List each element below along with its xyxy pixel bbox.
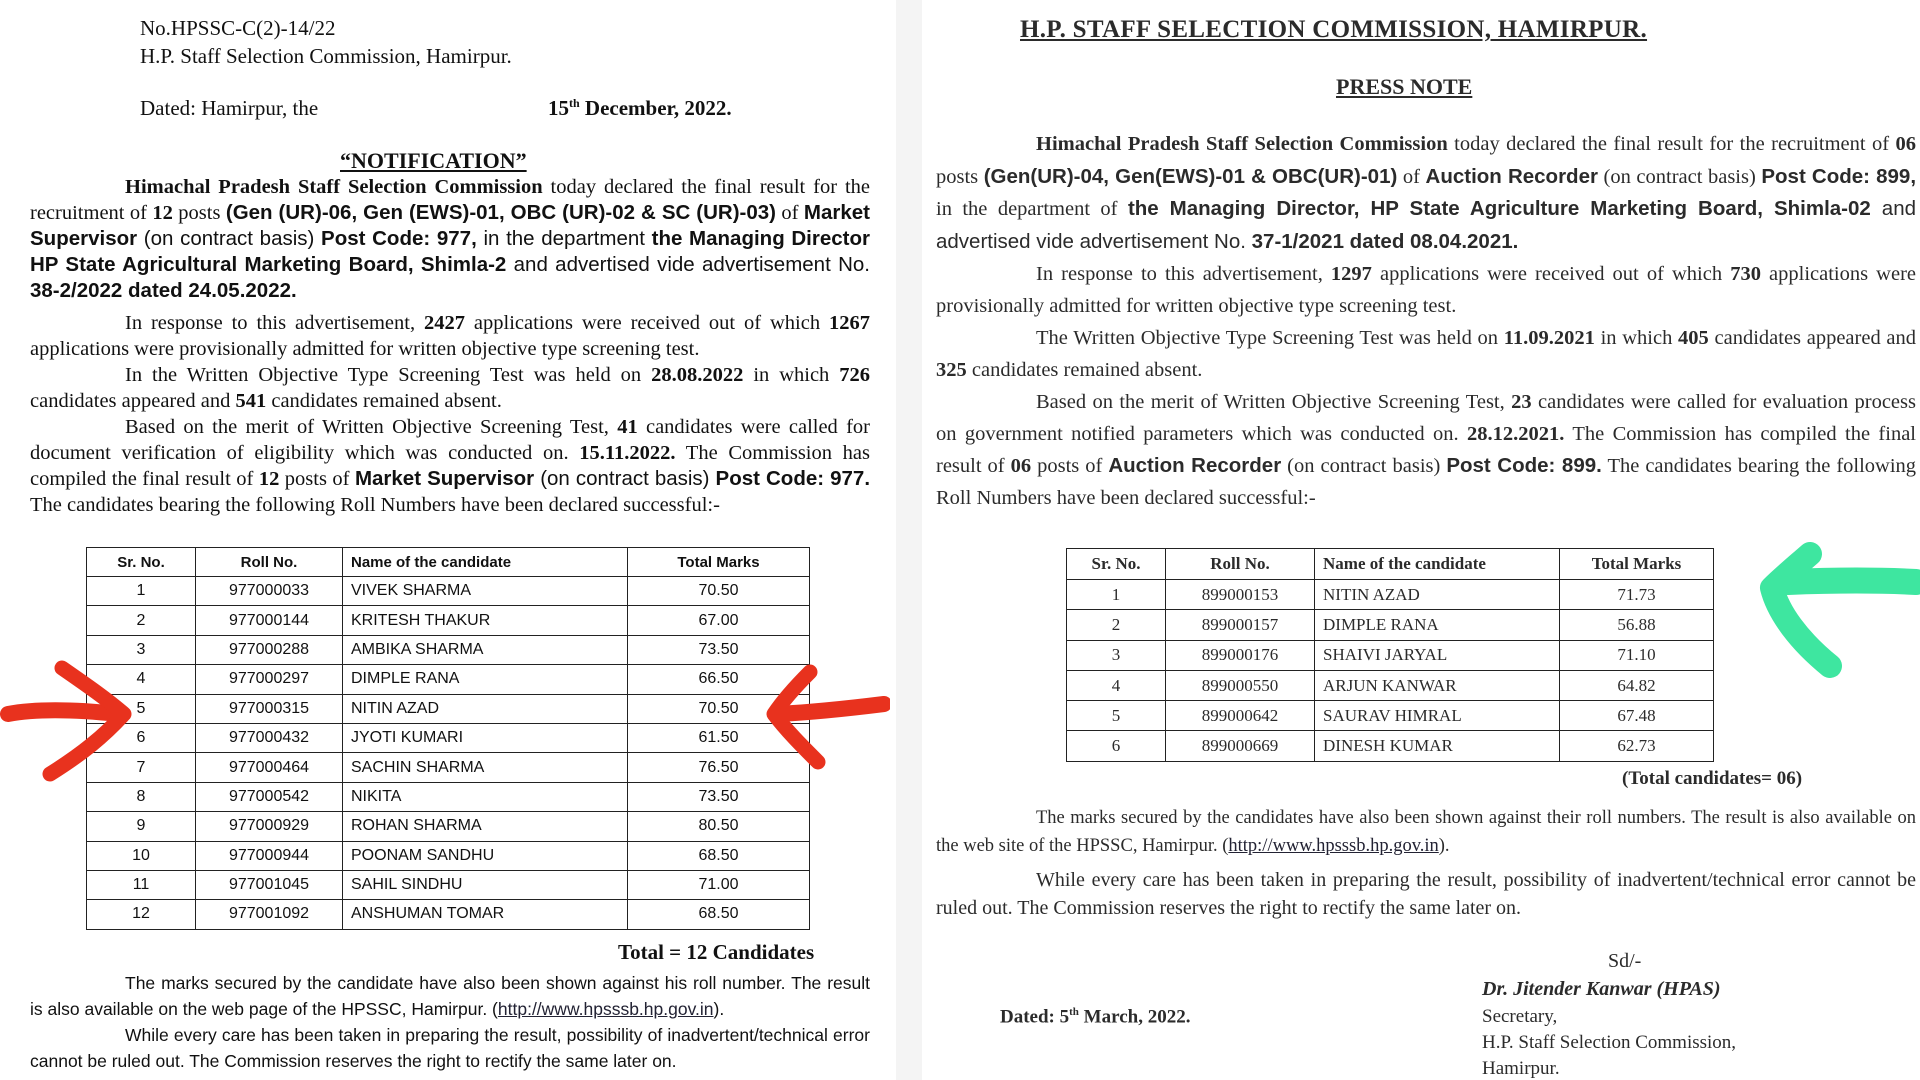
- notification-para-6: While every care has been taken in preparing the result, possibility of inadvertent/technical error cannot be ruled out. The Commission reserves the right to rectify the same later on.: [30, 1025, 870, 1071]
- sr-no-cell: 9: [87, 812, 196, 841]
- col-sr-no: Sr. No.: [1067, 549, 1166, 580]
- sr-no-cell: 1: [1067, 580, 1166, 610]
- candidate-name-cell: SACHIN SHARMA: [343, 753, 628, 782]
- roll-no-cell: 899000153: [1166, 580, 1315, 610]
- signatory-organisation: H.P. Staff Selection Commission,: [1482, 1032, 1737, 1053]
- press-note-para-2: In response to this advertisement, 1297 applications were received out of which 730 applications were provisionally admitted for written objective type screening test.: [936, 263, 1916, 317]
- roll-no-cell: 977000464: [196, 753, 343, 782]
- table-row: [1067, 640, 1714, 670]
- col-candidate-name: Name of the candidate: [343, 548, 628, 577]
- green-arrow-left-icon: [1738, 540, 1920, 680]
- roll-no-cell: 899000642: [1166, 701, 1315, 731]
- candidate-name-cell: DINESH KUMAR: [1315, 731, 1560, 761]
- sr-no-cell: 3: [1067, 640, 1166, 670]
- market-supervisor-result-table: [86, 547, 810, 930]
- marks-cell: 62.73: [1560, 731, 1714, 761]
- notification-para-5: The marks secured by the candidate have also been shown against his roll number. The result is also available on the web page of the HPSSC, Hamirpur. (http://www.hpsssb.hp.gov.in).: [30, 973, 870, 1019]
- press-note-para-3: The Written Objective Type Screening Test was held on 11.09.2021 in which 405 candidates appeared and 325 candidates remained absent.: [936, 327, 1916, 381]
- table-row: [87, 606, 810, 635]
- reference-number: No.HPSSC-C(2)-14/22: [140, 16, 336, 40]
- sr-no-cell: 10: [87, 841, 196, 870]
- sr-no-cell: 4: [87, 665, 196, 694]
- candidate-name-cell: KRITESH THAKUR: [343, 606, 628, 635]
- table-row: [87, 782, 810, 811]
- table-row: [1067, 701, 1714, 731]
- candidate-name-cell: NITIN AZAD: [343, 694, 628, 723]
- press-note-date: Dated: 5th March, 2022.: [1000, 1006, 1191, 1028]
- marks-cell: 76.50: [628, 753, 810, 782]
- table-row: [1067, 610, 1714, 640]
- notification-para-3: In the Written Objective Type Screening Test was held on 28.08.2022 in which 726 candidates appeared and 541 candidates remained absent.: [30, 364, 871, 412]
- candidate-name-cell: JYOTI KUMARI: [343, 723, 628, 752]
- sr-no-cell: 6: [1067, 731, 1166, 761]
- notification-heading: “NOTIFICATION”: [340, 148, 527, 173]
- roll-no-cell: 977000944: [196, 841, 343, 870]
- table-header-row: [1067, 549, 1714, 580]
- roll-no-cell: 977000033: [196, 577, 343, 606]
- roll-no-cell: 977000288: [196, 635, 343, 664]
- table-row: [1067, 580, 1714, 610]
- marks-cell: 67.00: [628, 606, 810, 635]
- roll-no-cell: 899000176: [1166, 640, 1315, 670]
- roll-no-cell: 899000157: [1166, 610, 1315, 640]
- sr-no-cell: 8: [87, 782, 196, 811]
- marks-cell: 73.50: [628, 782, 810, 811]
- marks-cell: 68.50: [628, 900, 810, 929]
- marks-cell: 71.73: [1560, 580, 1714, 610]
- sr-no-cell: 6: [87, 723, 196, 752]
- roll-no-cell: 977000297: [196, 665, 343, 694]
- roll-no-cell: 899000550: [1166, 670, 1315, 700]
- hpsssb-website-link[interactable]: http://www.hpsssb.hp.gov.in: [1228, 836, 1439, 856]
- marks-cell: 70.50: [628, 577, 810, 606]
- notification-para-1: Himachal Pradesh Staff Selection Commission today declared the final result for the recruitment of 12 posts (Gen (UR)-06, Gen (EWS)-01, OBC (UR)-02 & SC (UR)-03) of Market Supervisor (on contract basis) Post Code: 977, in the department the Managing Director HP State Agricultural Marketing Board, Shimla-2 and advertised vide advertisement No. 38-2/2022 dated 24.05.2022.: [30, 176, 871, 302]
- roll-no-cell: 977000432: [196, 723, 343, 752]
- press-note-document: [928, 0, 1920, 1080]
- notification-para-2: In response to this advertisement, 2427 applications were received out of which 1267 applications were provisionally admitted for written objective type screening test.: [30, 312, 870, 360]
- roll-no-cell: 977001092: [196, 900, 343, 929]
- roll-no-cell: 977000315: [196, 694, 343, 723]
- table-row: [87, 841, 810, 870]
- press-note-para-1: Himachal Pradesh Staff Selection Commission today declared the final result for the recruitment of 06 posts (Gen(UR)-04, Gen(EWS)-01 & OBC(UR)-01) of Auction Recorder (on contract basis) Post Code: 899, in the department of the Managing Director, HP State Agriculture Marketing Board, Shimla-02 and advertised vide advertisement No. 37-1/2021 dated 08.04.2021.: [936, 133, 1917, 253]
- table-row: [87, 723, 810, 752]
- table-row: [87, 665, 810, 694]
- marks-cell: 73.50: [628, 635, 810, 664]
- col-total-marks: Total Marks: [628, 548, 810, 577]
- notification-document: [0, 0, 890, 1080]
- table-row: [87, 694, 810, 723]
- marks-cell: 71.10: [1560, 640, 1714, 670]
- press-note-heading: PRESS NOTE: [1336, 74, 1473, 99]
- sr-no-cell: 5: [1067, 701, 1166, 731]
- candidate-name-cell: DIMPLE RANA: [1315, 610, 1560, 640]
- sr-no-cell: 1: [87, 577, 196, 606]
- candidate-name-cell: SAURAV HIMRAL: [1315, 701, 1560, 731]
- col-sr-no: Sr. No.: [87, 548, 196, 577]
- candidate-name-cell: NITIN AZAD: [1315, 580, 1560, 610]
- auction-recorder-result-table: [1066, 548, 1714, 762]
- dated-label: Dated: Hamirpur, the: [140, 96, 319, 120]
- table-row: [87, 812, 810, 841]
- notification-para-4: Based on the merit of Written Objective Screening Test, 41 candidates were called for document verification of eligibility which was conducted on. 15.11.2022. The Commission has compiled the final result of 12 posts of Market Supervisor (on contract basis) Post Code: 977. The candidates bearing the following Roll Numbers have been declared successful:-: [30, 416, 871, 516]
- sr-no-cell: 5: [87, 694, 196, 723]
- table-row: [87, 753, 810, 782]
- candidate-name-cell: NIKITA: [343, 782, 628, 811]
- sr-no-cell: 12: [87, 900, 196, 929]
- signatory-place: Hamirpur.: [1482, 1058, 1560, 1079]
- col-roll-no: Roll No.: [1166, 549, 1315, 580]
- col-roll-no: Roll No.: [196, 548, 343, 577]
- marks-cell: 56.88: [1560, 610, 1714, 640]
- signatory-name: Dr. Jitender Kanwar (HPAS): [1482, 978, 1721, 1000]
- table-row: [87, 900, 810, 929]
- press-note-para-6: While every care has been taken in preparing the result, possibility of inadvertent/technical error cannot be ruled out. The Commission reserves the right to rectify the same later on.: [936, 869, 1916, 919]
- candidate-name-cell: ANSHUMAN TOMAR: [343, 900, 628, 929]
- panel-divider: [896, 0, 922, 1080]
- table-row: [87, 635, 810, 664]
- red-arrow-right-icon: [0, 656, 140, 786]
- marks-cell: 71.00: [628, 870, 810, 899]
- candidate-name-cell: DIMPLE RANA: [343, 665, 628, 694]
- notification-date: 15th December, 2022.: [548, 96, 732, 120]
- col-total-marks: Total Marks: [1560, 549, 1714, 580]
- total-candidates: (Total candidates= 06): [1622, 768, 1803, 789]
- issuer-line: H.P. Staff Selection Commission, Hamirpur.: [140, 44, 512, 68]
- roll-no-cell: 977000542: [196, 782, 343, 811]
- roll-no-cell: 977001045: [196, 870, 343, 899]
- marks-cell: 80.50: [628, 812, 810, 841]
- table-row: [1067, 670, 1714, 700]
- marks-cell: 64.82: [1560, 670, 1714, 700]
- press-note-para-5: The marks secured by the candidates have also been shown against their roll numbers. The result is also available on the web site of the HPSSC, Hamirpur. (http://www.hpsssb.hp.gov.in).: [936, 808, 1916, 856]
- total-candidates: Total = 12 Candidates: [618, 940, 815, 964]
- candidate-name-cell: VIVEK SHARMA: [343, 577, 628, 606]
- marks-cell: 70.50: [628, 694, 810, 723]
- signed-mark: Sd/-: [1608, 950, 1642, 972]
- table-row: [87, 577, 810, 606]
- sr-no-cell: 11: [87, 870, 196, 899]
- sr-no-cell: 3: [87, 635, 196, 664]
- candidate-name-cell: ROHAN SHARMA: [343, 812, 628, 841]
- roll-no-cell: 899000669: [1166, 731, 1315, 761]
- sr-no-cell: 2: [87, 606, 196, 635]
- hpsssb-website-link[interactable]: http://www.hpsssb.hp.gov.in: [497, 999, 714, 1019]
- candidate-name-cell: AMBIKA SHARMA: [343, 635, 628, 664]
- marks-cell: 68.50: [628, 841, 810, 870]
- table-row: [87, 870, 810, 899]
- sr-no-cell: 2: [1067, 610, 1166, 640]
- table-header-row: [87, 548, 810, 577]
- roll-no-cell: 977000929: [196, 812, 343, 841]
- sr-no-cell: 4: [1067, 670, 1166, 700]
- marks-cell: 67.48: [1560, 701, 1714, 731]
- red-arrow-left-icon: [760, 662, 890, 770]
- candidate-name-cell: ARJUN KANWAR: [1315, 670, 1560, 700]
- commission-title: H.P. STAFF SELECTION COMMISSION, HAMIRPUR.: [1020, 16, 1648, 43]
- sr-no-cell: 7: [87, 753, 196, 782]
- candidate-name-cell: SHAIVI JARYAL: [1315, 640, 1560, 670]
- marks-cell: 61.50: [628, 723, 810, 752]
- candidate-name-cell: SAHIL SINDHU: [343, 870, 628, 899]
- roll-no-cell: 977000144: [196, 606, 343, 635]
- press-note-para-4: Based on the merit of Written Objective Screening Test, 23 candidates were called for evaluation process on government notified parameters which was conducted on. 28.12.2021. The Commission has compiled the final result of 06 posts of Auction Recorder (on contract basis) Post Code: 899. The candidates bearing the following Roll Numbers have been declared successful:-: [936, 391, 1917, 509]
- signatory-title: Secretary,: [1482, 1006, 1558, 1027]
- col-candidate-name: Name of the candidate: [1315, 549, 1560, 580]
- table-row: [1067, 731, 1714, 761]
- candidate-name-cell: POONAM SANDHU: [343, 841, 628, 870]
- marks-cell: 66.50: [628, 665, 810, 694]
